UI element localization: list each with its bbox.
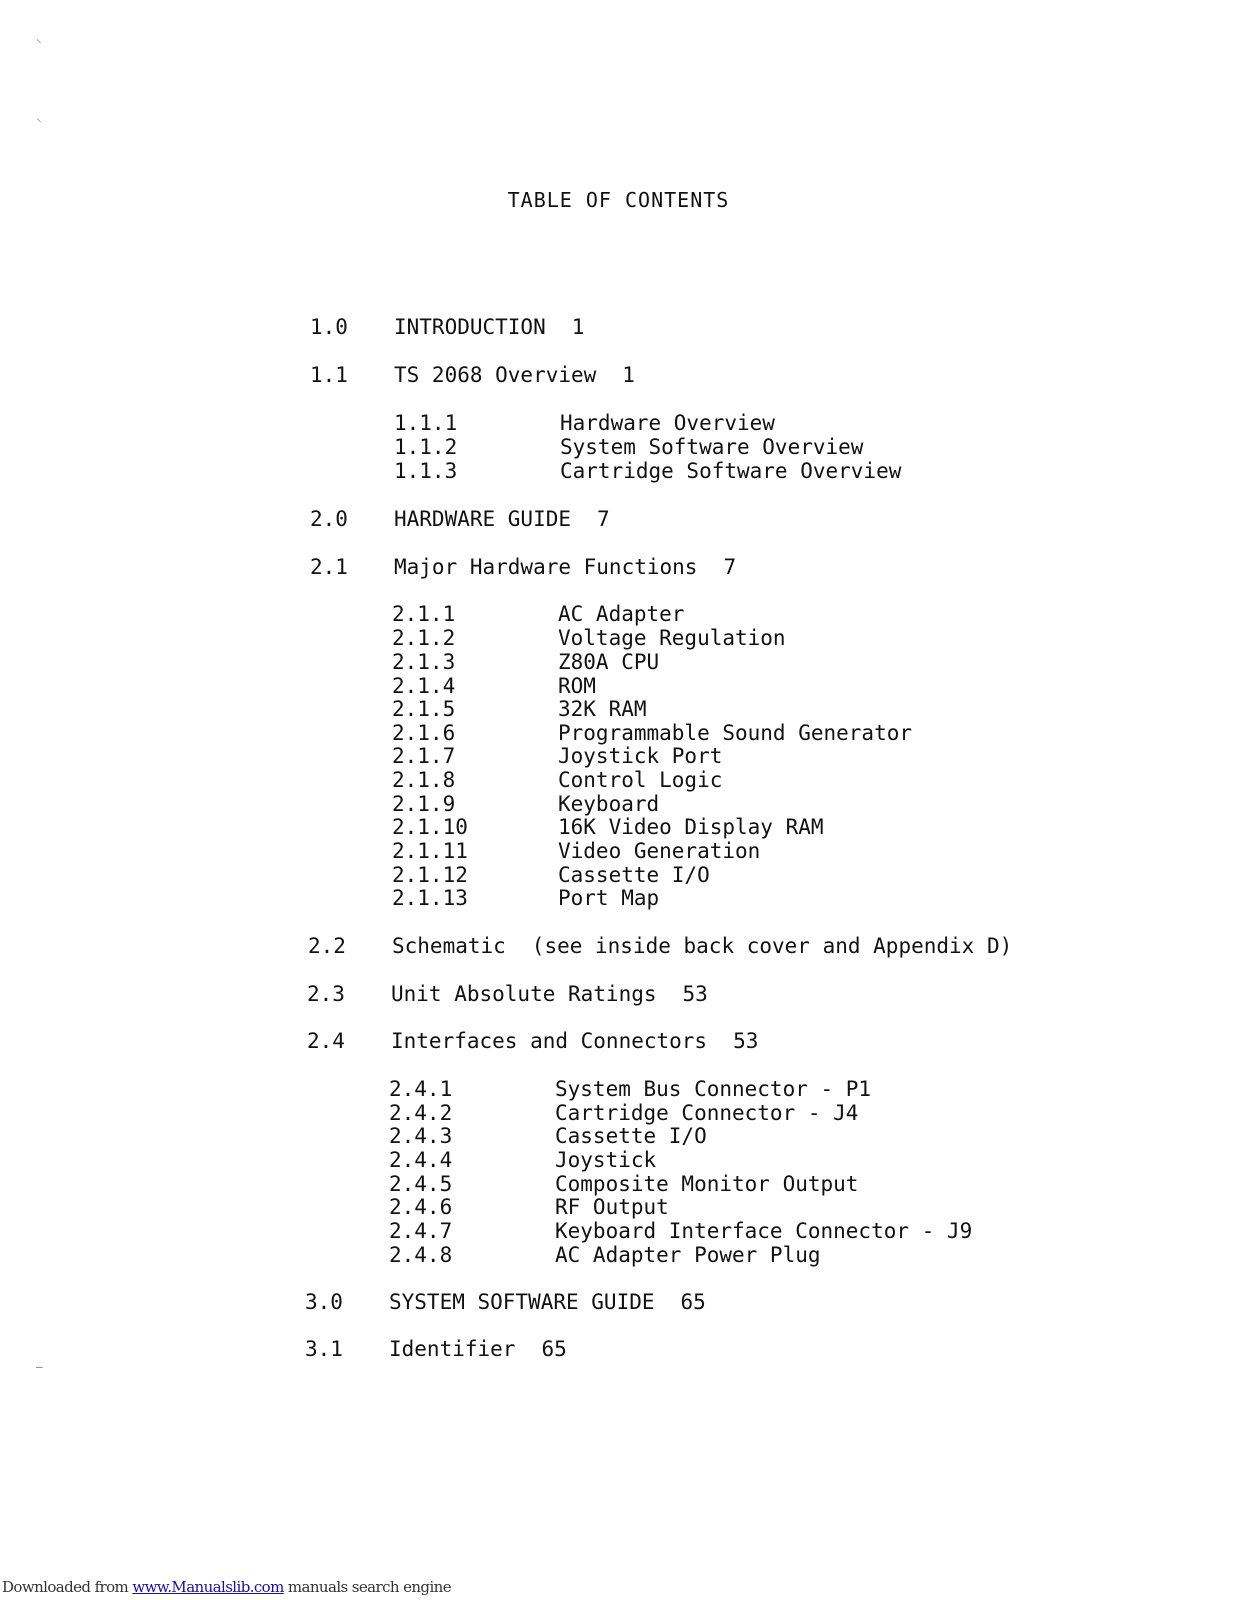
toc-entry-title [394, 315, 584, 339]
toc-entry-number: 3.0 [305, 1290, 343, 1314]
toc-entry-number: 2.1.6 [392, 721, 456, 745]
toc-entry-number: 2.1.10 [392, 815, 468, 839]
scan-mark: ⸌ [36, 116, 42, 129]
footer [2, 1578, 451, 1596]
toc-entry-title [558, 792, 659, 816]
toc-entry-page: 53 [733, 1029, 759, 1053]
toc-entry-title [558, 602, 684, 626]
toc-entry-text: Joystick Port [558, 744, 723, 768]
toc-entry-page: 65 [541, 1337, 567, 1361]
toc-entry-page: 7 [597, 507, 610, 531]
toc-entry-number: 2.1.11 [392, 839, 468, 863]
toc-entry-text: AC Adapter Power Plug [555, 1243, 821, 1267]
toc-entry-title [558, 744, 722, 768]
page-title: TABLE OF CONTENTS [507, 188, 730, 212]
toc-entry-text: Video Generation [558, 839, 761, 863]
toc-entry-number: 2.4.6 [389, 1195, 453, 1219]
scan-mark: — [36, 1360, 43, 1373]
toc-entry-text: HARDWARE GUIDE [394, 507, 572, 531]
toc-entry-title [391, 1029, 758, 1053]
toc-entry-title [555, 1195, 669, 1219]
toc-entry-text: Major Hardware Functions [394, 555, 698, 579]
toc-entry-text: Programmable Sound Generator [558, 721, 913, 745]
toc-entry-title [555, 1172, 858, 1196]
toc-entry-page: 65 [680, 1290, 706, 1314]
toc-entry-text: Cartridge Software Overview [560, 459, 902, 483]
toc-entry-title [558, 839, 760, 863]
toc-entry-number: 2.1.1 [392, 602, 456, 626]
toc-entry-text: Unit Absolute Ratings [391, 982, 657, 1006]
toc-entry-number: 2.1.13 [392, 886, 468, 910]
toc-entry-text: AC Adapter [558, 602, 685, 626]
toc-entry-text: Cassette I/O [558, 863, 710, 887]
toc-entry-title [555, 1243, 821, 1267]
toc-entry-text: 16K Video Display RAM [558, 815, 824, 839]
toc-entry-title [391, 982, 708, 1006]
toc-entry-title [560, 411, 775, 435]
toc-entry-number: 2.4.7 [389, 1219, 453, 1243]
toc-entry-page: 1 [571, 315, 585, 339]
toc-entry-text: Schematic [392, 934, 506, 958]
toc-entry-number: 1.1.2 [394, 435, 458, 459]
toc-entry-number: 2.1.2 [392, 626, 456, 650]
toc-entry-text: Interfaces and Connectors [391, 1029, 708, 1053]
toc-entry-text: 32K RAM [558, 697, 647, 721]
toc-entry-number: 2.4.1 [389, 1077, 453, 1101]
toc-entry-page: 7 [723, 555, 737, 579]
toc-entry-title [389, 1337, 567, 1361]
toc-entry-number: 2.1.4 [392, 674, 456, 698]
toc-entry-page: (see inside back cover and Appendix D) [531, 934, 1013, 958]
toc-entry-text: RF Output [555, 1195, 669, 1219]
toc-entry-title [558, 768, 722, 792]
footer-suffix: manuals search engine [283, 1578, 451, 1596]
toc-entry-number: 1.0 [310, 315, 348, 339]
toc-entry-number: 2.1.5 [392, 697, 456, 721]
toc-entry-number: 2.1.8 [392, 768, 456, 792]
toc-entry-number: 1.1.1 [394, 411, 458, 435]
toc-entry-title [560, 459, 901, 483]
toc-entry-text: Cassette I/O [555, 1124, 707, 1148]
toc-entry-page: 53 [682, 982, 708, 1006]
toc-entry-text: Composite Monitor Output [555, 1172, 859, 1196]
toc-entry-number: 1.1 [310, 363, 348, 387]
toc-entry-title [555, 1101, 858, 1125]
toc-entry-text: System Software Overview [560, 435, 864, 459]
toc-entry-page: 1 [622, 363, 635, 387]
toc-entry-title [558, 863, 710, 887]
toc-entry-title [555, 1148, 656, 1172]
toc-entry-title [392, 934, 1012, 958]
toc-entry-title [558, 674, 596, 698]
toc-entry-number: 2.1 [310, 555, 348, 579]
toc-entry-title [558, 650, 659, 674]
toc-entry-title [558, 697, 647, 721]
toc-entry-title [555, 1124, 707, 1148]
scan-mark: ⸌ [36, 37, 42, 50]
toc-entry-number: 3.1 [305, 1337, 343, 1361]
toc-entry-number: 2.1.3 [392, 650, 456, 674]
toc-entry-text: Z80A CPU [558, 650, 660, 674]
toc-entry-number: 2.4.5 [389, 1172, 453, 1196]
toc-entry-title [394, 507, 610, 531]
toc-entry-text: Identifier [389, 1337, 516, 1361]
toc-entry-text: Control Logic [558, 768, 723, 792]
toc-entry-text: Joystick [555, 1148, 657, 1172]
toc-entry-number: 2.3 [307, 982, 345, 1006]
toc-entry-number: 1.1.3 [394, 459, 458, 483]
toc-entry-text: Port Map [558, 886, 660, 910]
toc-entry-title [555, 1077, 871, 1101]
toc-entry-number: 2.1.9 [392, 792, 456, 816]
toc-entry-number: 2.4.4 [389, 1148, 453, 1172]
toc-entry-title [394, 363, 635, 387]
toc-entry-text: INTRODUCTION [394, 315, 546, 339]
toc-entry-title [558, 886, 659, 910]
toc-entry-text: Keyboard [558, 792, 660, 816]
toc-entry-number: 2.2 [308, 934, 346, 958]
toc-entry-text: System Bus Connector - P1 [555, 1077, 872, 1101]
toc-entry-number: 2.4.8 [389, 1243, 453, 1267]
toc-entry-number: 2.1.12 [392, 863, 468, 887]
toc-entry-title [389, 1290, 706, 1314]
footer-link[interactable]: www.Manualslib.com [132, 1578, 284, 1596]
toc-entry-title [555, 1219, 972, 1243]
toc-entry-number: 2.4 [307, 1029, 345, 1053]
toc-entry-text: Keyboard Interface Connector - J9 [555, 1219, 973, 1243]
toc-entry-text: Cartridge Connector - J4 [555, 1101, 859, 1125]
toc-entry-number: 2.4.2 [389, 1101, 453, 1125]
toc-entry-number: 2.0 [310, 507, 348, 531]
toc-entry-text: Voltage Regulation [558, 626, 786, 650]
toc-entry-title [558, 626, 786, 650]
toc-entry-title [394, 555, 736, 579]
toc-entry-text: SYSTEM SOFTWARE GUIDE [389, 1290, 655, 1314]
toc-entry-number: 2.4.3 [389, 1124, 453, 1148]
toc-entry-number: 2.1.7 [392, 744, 456, 768]
toc-entry-text: ROM [558, 674, 596, 698]
toc-entry-title [558, 721, 912, 745]
footer-prefix: Downloaded from [2, 1578, 133, 1596]
toc-entry-title [560, 435, 863, 459]
toc-entry-text: TS 2068 Overview [394, 363, 597, 387]
toc-entry-text: Hardware Overview [560, 411, 775, 435]
toc-entry-title [558, 815, 824, 839]
